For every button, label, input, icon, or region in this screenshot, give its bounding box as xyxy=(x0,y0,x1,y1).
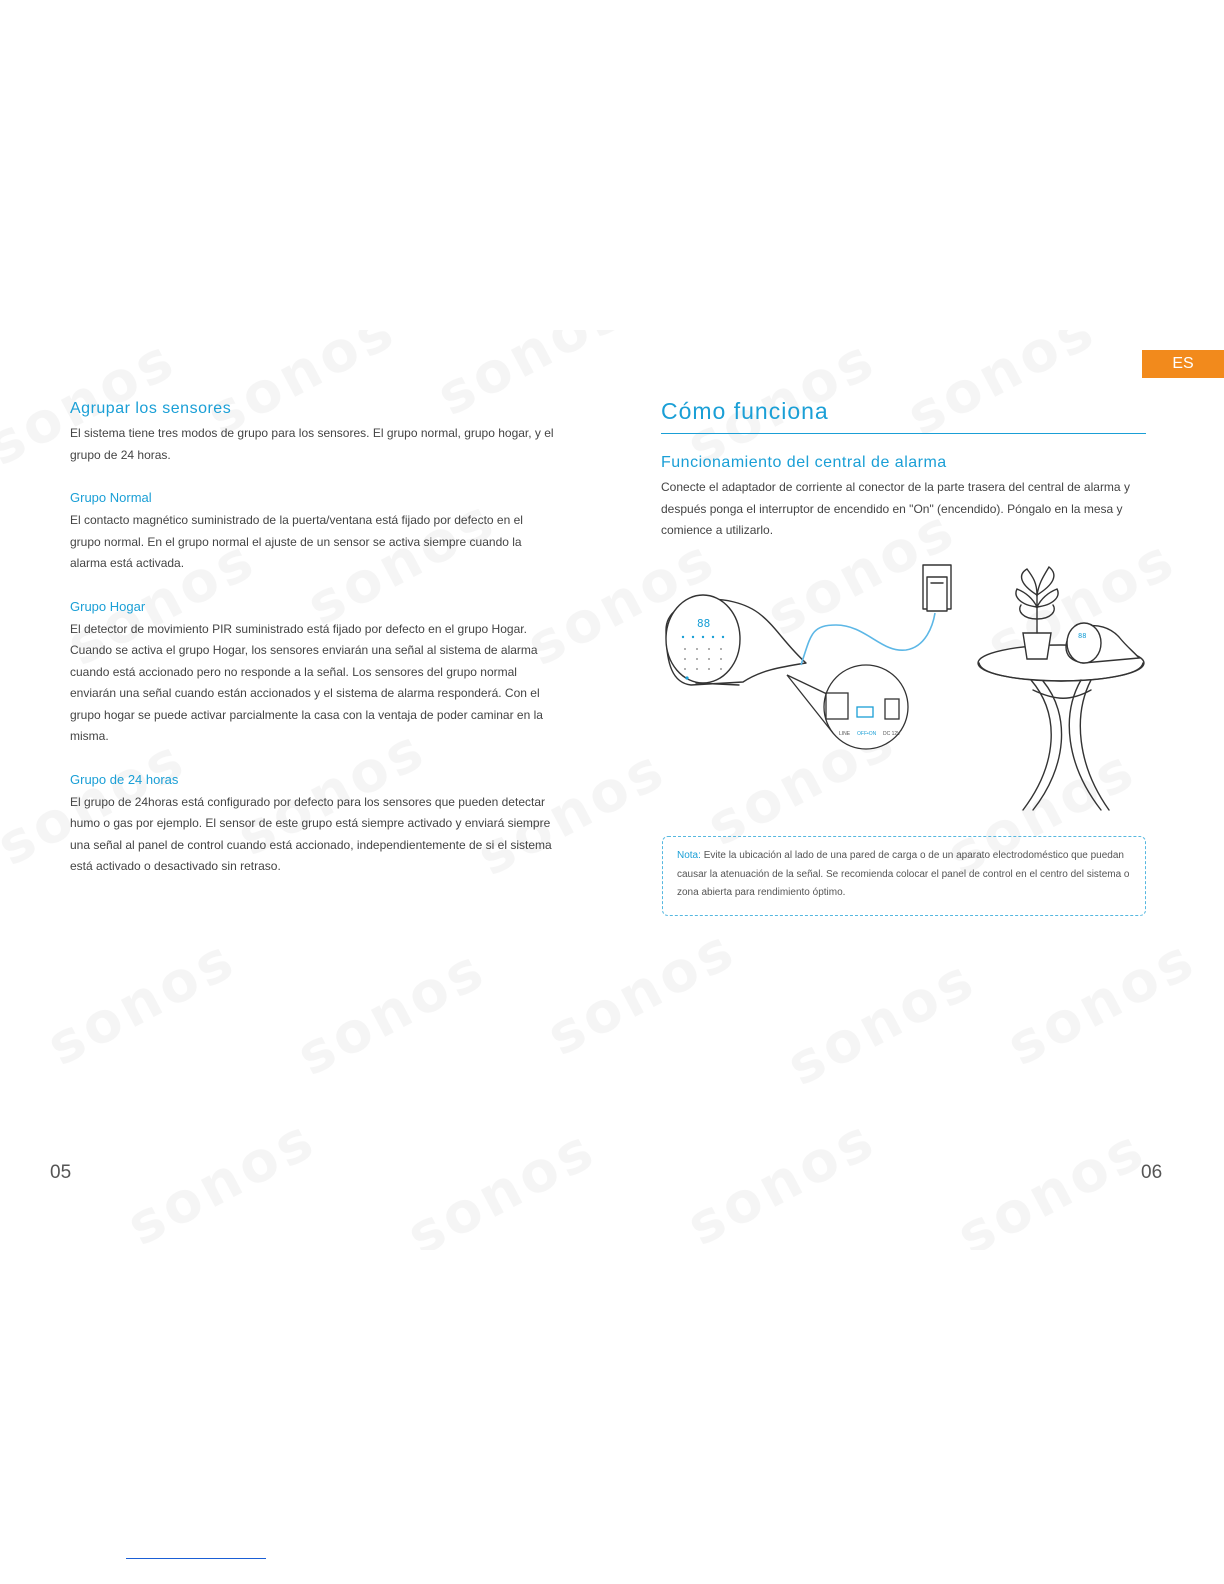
group-title-24h: Grupo de 24 horas xyxy=(70,771,179,787)
left-column xyxy=(70,400,555,878)
note-text: Evite la ubicación al lado de una pared de carga o de un aparato electrodoméstico que puedan causar la atenuación de la señal. Se recomienda colocar el panel de control en el centro del sistema o zona abierta para rendimiento óptimo. xyxy=(677,850,1130,898)
alarm-hub-face xyxy=(666,595,740,683)
language-tab: ES xyxy=(1142,350,1224,378)
group-title-normal: Grupo Normal xyxy=(70,490,152,505)
page-title: Cómo funciona xyxy=(661,398,1146,434)
port-label-dc: DC 12V xyxy=(883,731,901,737)
setup-paragraph: Conecte el adaptador de corriente al conector de la parte trasera del central de alarma y después ponga el interruptor de encendido en "On" (encendido). Póngalo en la mesa y comience a utilizarlo. xyxy=(661,480,1130,537)
note-box xyxy=(662,836,1146,916)
hub-display: 88 xyxy=(697,617,711,630)
group-text-hogar: El detector de movimiento PIR suministrado está fijado por defecto en el grupo Hogar. Cuando se activa el grupo Hogar, los sensores enviarán una señal al sistema de alarma cuando está accionado pero no responde a la señal. Los sensores del grupo normal enviarán una señal cuando están accionados y el sistema de alarma responderá. Con el grupo hogar se puede activar parcialmente la casa con la ventaja de poder caminar en la misma. xyxy=(70,621,543,743)
table-hub-display: 88 xyxy=(1078,632,1087,640)
right-column xyxy=(661,398,1146,542)
section-title-funcionamiento: Funcionamiento del central de alarma xyxy=(661,454,947,471)
section-title-agrupar: Agrupar los sensores xyxy=(70,400,232,417)
footer-line xyxy=(126,1558,266,1559)
intro-paragraph: El sistema tiene tres modos de grupo para los sensores. El grupo normal, grupo hogar, y el grupo de 24 horas. xyxy=(70,426,554,462)
power-adapter xyxy=(927,577,947,611)
note-label: Nota: xyxy=(677,850,701,861)
power-cable xyxy=(801,613,935,665)
setup-illustration xyxy=(661,555,1146,820)
page-number-right: 06 xyxy=(1141,1162,1163,1183)
group-text-normal: El contacto magnético suministrado de la puerta/ventana está fijado por defecto en el grupo normal. En el grupo normal el ajuste de un sensor se activa siempre cuando la alarma está activada. xyxy=(70,513,523,570)
page-number-left: 05 xyxy=(50,1162,72,1183)
group-title-hogar: Grupo Hogar xyxy=(70,598,146,614)
group-text-24h: El grupo de 24horas está configurado por defecto para los sensores que pueden detectar humo o gas por ejemplo. El sensor de este grupo está siempre activado y enviará siempre una señal al panel de control cuando está accionado, independientemente de si el sistema está activado o desactivado sin retraso. xyxy=(70,794,552,873)
table-scene xyxy=(978,567,1144,810)
port-label-switch: OFF•ON xyxy=(857,731,877,737)
port-label-line: LINE xyxy=(839,731,851,737)
